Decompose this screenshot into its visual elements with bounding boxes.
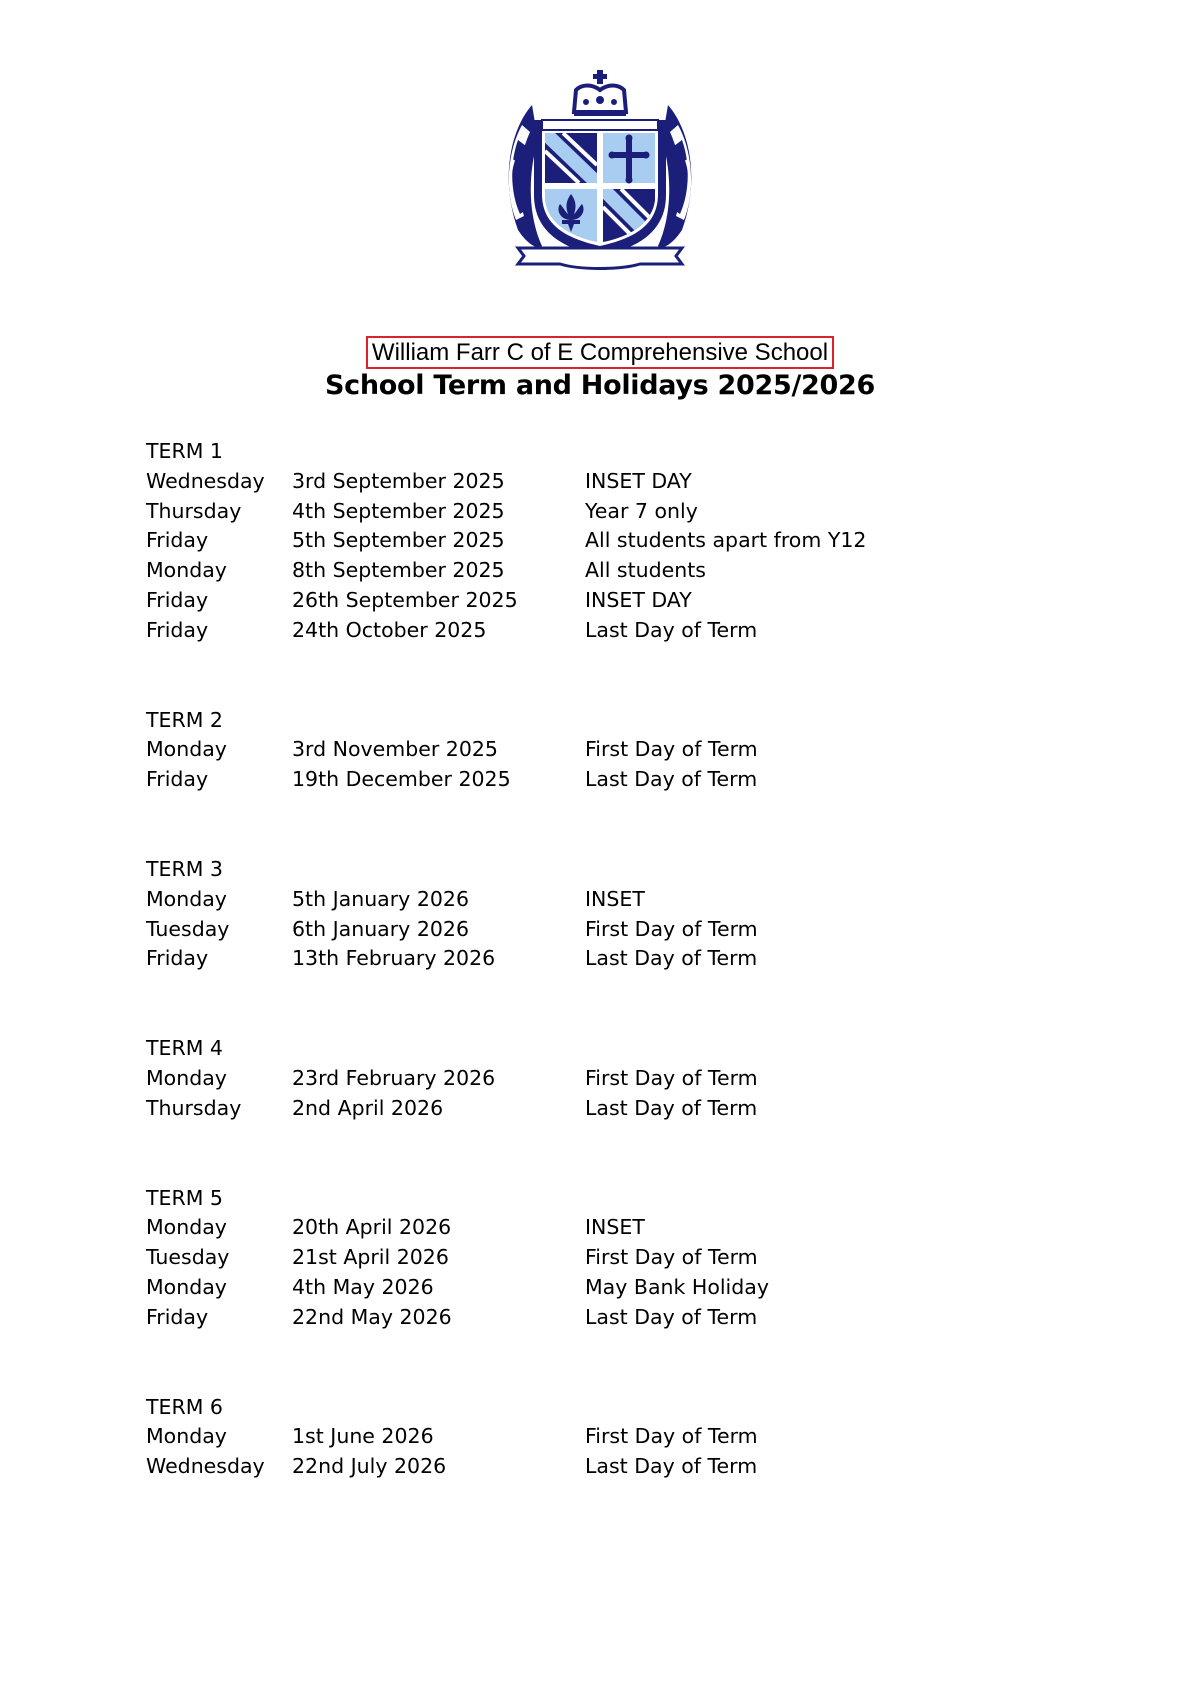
date-cell: 26th September 2025	[292, 587, 518, 612]
date-cell: 3rd September 2025	[292, 468, 505, 493]
note-cell: Last Day of Term	[585, 767, 758, 792]
date-cell: 22nd July 2026	[292, 1454, 447, 1479]
day-cell: Tuesday	[146, 1245, 230, 1270]
date-cell: 22nd May 2026	[292, 1304, 452, 1329]
day-cell: Thursday	[146, 1095, 242, 1120]
note-cell: First Day of Term	[585, 1065, 758, 1090]
term-row	[146, 765, 1086, 795]
note-cell: First Day of Term	[585, 1245, 758, 1270]
note-cell: Last Day of Term	[585, 1095, 758, 1120]
school-name: William Farr C of E Comprehensive School	[366, 336, 834, 369]
term-row	[146, 1303, 1086, 1333]
date-cell: 1st June 2026	[292, 1424, 434, 1449]
motto-ribbon	[518, 248, 682, 269]
term-4	[146, 1034, 1086, 1123]
term-heading: TERM 6	[146, 1394, 223, 1419]
day-cell: Monday	[146, 737, 227, 762]
term-row	[146, 944, 1086, 974]
date-cell: 4th May 2026	[292, 1274, 434, 1299]
crown	[574, 70, 626, 116]
note-cell: All students apart from Y12	[585, 528, 867, 553]
note-cell: First Day of Term	[585, 737, 758, 762]
term-row	[146, 1422, 1086, 1452]
term-row	[146, 586, 1086, 616]
term-6	[146, 1393, 1086, 1482]
date-cell: 20th April 2026	[292, 1215, 452, 1240]
note-cell: INSET DAY	[585, 468, 692, 493]
term-row	[146, 735, 1086, 765]
note-cell: All students	[585, 558, 706, 583]
day-cell: Wednesday	[146, 468, 265, 493]
date-cell: 5th September 2025	[292, 528, 505, 553]
note-cell: Year 7 only	[585, 498, 698, 523]
note-cell: First Day of Term	[585, 916, 758, 941]
date-cell: 4th September 2025	[292, 498, 505, 523]
day-cell: Friday	[146, 1304, 209, 1329]
day-cell: Thursday	[146, 498, 242, 523]
term-1	[146, 437, 1086, 646]
day-cell: Friday	[146, 946, 209, 971]
day-cell: Monday	[146, 558, 227, 583]
day-cell: Friday	[146, 617, 209, 642]
term-row	[146, 497, 1086, 527]
day-cell: Friday	[146, 587, 209, 612]
note-cell: Last Day of Term	[585, 617, 758, 642]
day-cell: Friday	[146, 528, 209, 553]
note-cell: May Bank Holiday	[585, 1274, 769, 1299]
term-row	[146, 556, 1086, 586]
term-row	[146, 467, 1086, 497]
note-cell: INSET DAY	[585, 587, 692, 612]
day-cell: Friday	[146, 767, 209, 792]
date-cell: 5th January 2026	[292, 886, 469, 911]
term-row	[146, 885, 1086, 915]
day-cell: Monday	[146, 1274, 227, 1299]
school-crest-logo	[490, 70, 710, 285]
term-row	[146, 1452, 1086, 1482]
day-cell: Tuesday	[146, 916, 230, 941]
term-3	[146, 855, 1086, 974]
term-heading: TERM 3	[146, 856, 223, 881]
page-title: School Term and Holidays 2025/2026	[325, 370, 875, 401]
note-cell: Last Day of Term	[585, 1304, 758, 1329]
note-cell: INSET	[585, 886, 645, 911]
term-heading: TERM 4	[146, 1036, 223, 1061]
term-row	[146, 526, 1086, 556]
term-heading: TERM 5	[146, 1185, 223, 1210]
day-cell: Monday	[146, 1065, 227, 1090]
note-cell: Last Day of Term	[585, 1454, 758, 1479]
date-cell: 2nd April 2026	[292, 1095, 444, 1120]
day-cell: Monday	[146, 1424, 227, 1449]
term-row	[146, 1064, 1086, 1094]
term-5	[146, 1184, 1086, 1333]
term-row	[146, 1273, 1086, 1303]
date-cell: 8th September 2025	[292, 558, 505, 583]
term-row	[146, 616, 1086, 646]
term-heading: TERM 1	[146, 439, 223, 463]
date-cell: 3rd November 2025	[292, 737, 498, 762]
date-cell: 23rd February 2026	[292, 1065, 496, 1090]
date-cell: 6th January 2026	[292, 916, 469, 941]
term-row	[146, 1213, 1086, 1243]
note-cell: Last Day of Term	[585, 946, 758, 971]
date-cell: 13th February 2026	[292, 946, 496, 971]
term-list	[146, 437, 1086, 1542]
date-cell: 24th October 2025	[292, 617, 487, 642]
term-row	[146, 915, 1086, 945]
date-cell: 19th December 2025	[292, 767, 511, 792]
day-cell: Monday	[146, 1215, 227, 1240]
note-cell: INSET	[585, 1215, 645, 1240]
note-cell: First Day of Term	[585, 1424, 758, 1449]
date-cell: 21st April 2026	[292, 1245, 449, 1270]
term-row	[146, 1243, 1086, 1273]
term-heading: TERM 2	[146, 707, 223, 732]
day-cell: Monday	[146, 886, 227, 911]
day-cell: Wednesday	[146, 1454, 265, 1479]
term-row	[146, 1094, 1086, 1124]
term-2	[146, 706, 1086, 795]
